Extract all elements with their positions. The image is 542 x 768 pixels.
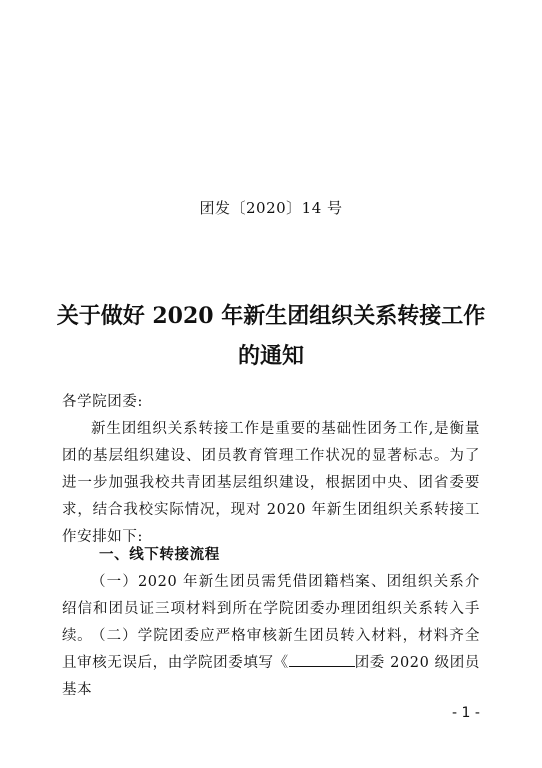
paragraph-item-1: （一）2020 年新生团员需凭借团籍档案、团组织关系介绍信和团员证三项材料到所在学院团委办理团组织关系转入手续。	[62, 574, 480, 644]
document-number: 团发〔2020〕14 号	[199, 199, 343, 217]
paragraph-item-2-text-start: （二）学院团委应严格审核新生团员转入材料，材料齐全且审核无误后，由学院团委填写《	[62, 628, 480, 671]
page-number: - 1 -	[452, 705, 480, 721]
paragraph-item-2	[62, 623, 480, 704]
salutation: 各学院团委:	[62, 394, 143, 410]
fill-in-blank-line	[289, 652, 355, 667]
paragraph-item-2-text-end: 团委 2020 级团员基本	[62, 655, 480, 698]
document-title	[40, 296, 502, 376]
title-line-2: 的通知	[237, 343, 304, 369]
title-line-1: 关于做好 2020 年新生团组织关系转接工作	[56, 303, 486, 329]
section-heading-offline-process: 一、线下转接流程	[99, 547, 220, 563]
paragraph-intro: 新生团组织关系转接工作是重要的基础性团务工作,是衡量团的基层组织建设、团员教育管理工作状况的显著标志。为了进一步加强我校共青团基层组织建设，根据团中央、团省委要求，结合我校实际情况，现对 2020 年新生团组织关系转接工作安排如下:	[62, 421, 480, 545]
